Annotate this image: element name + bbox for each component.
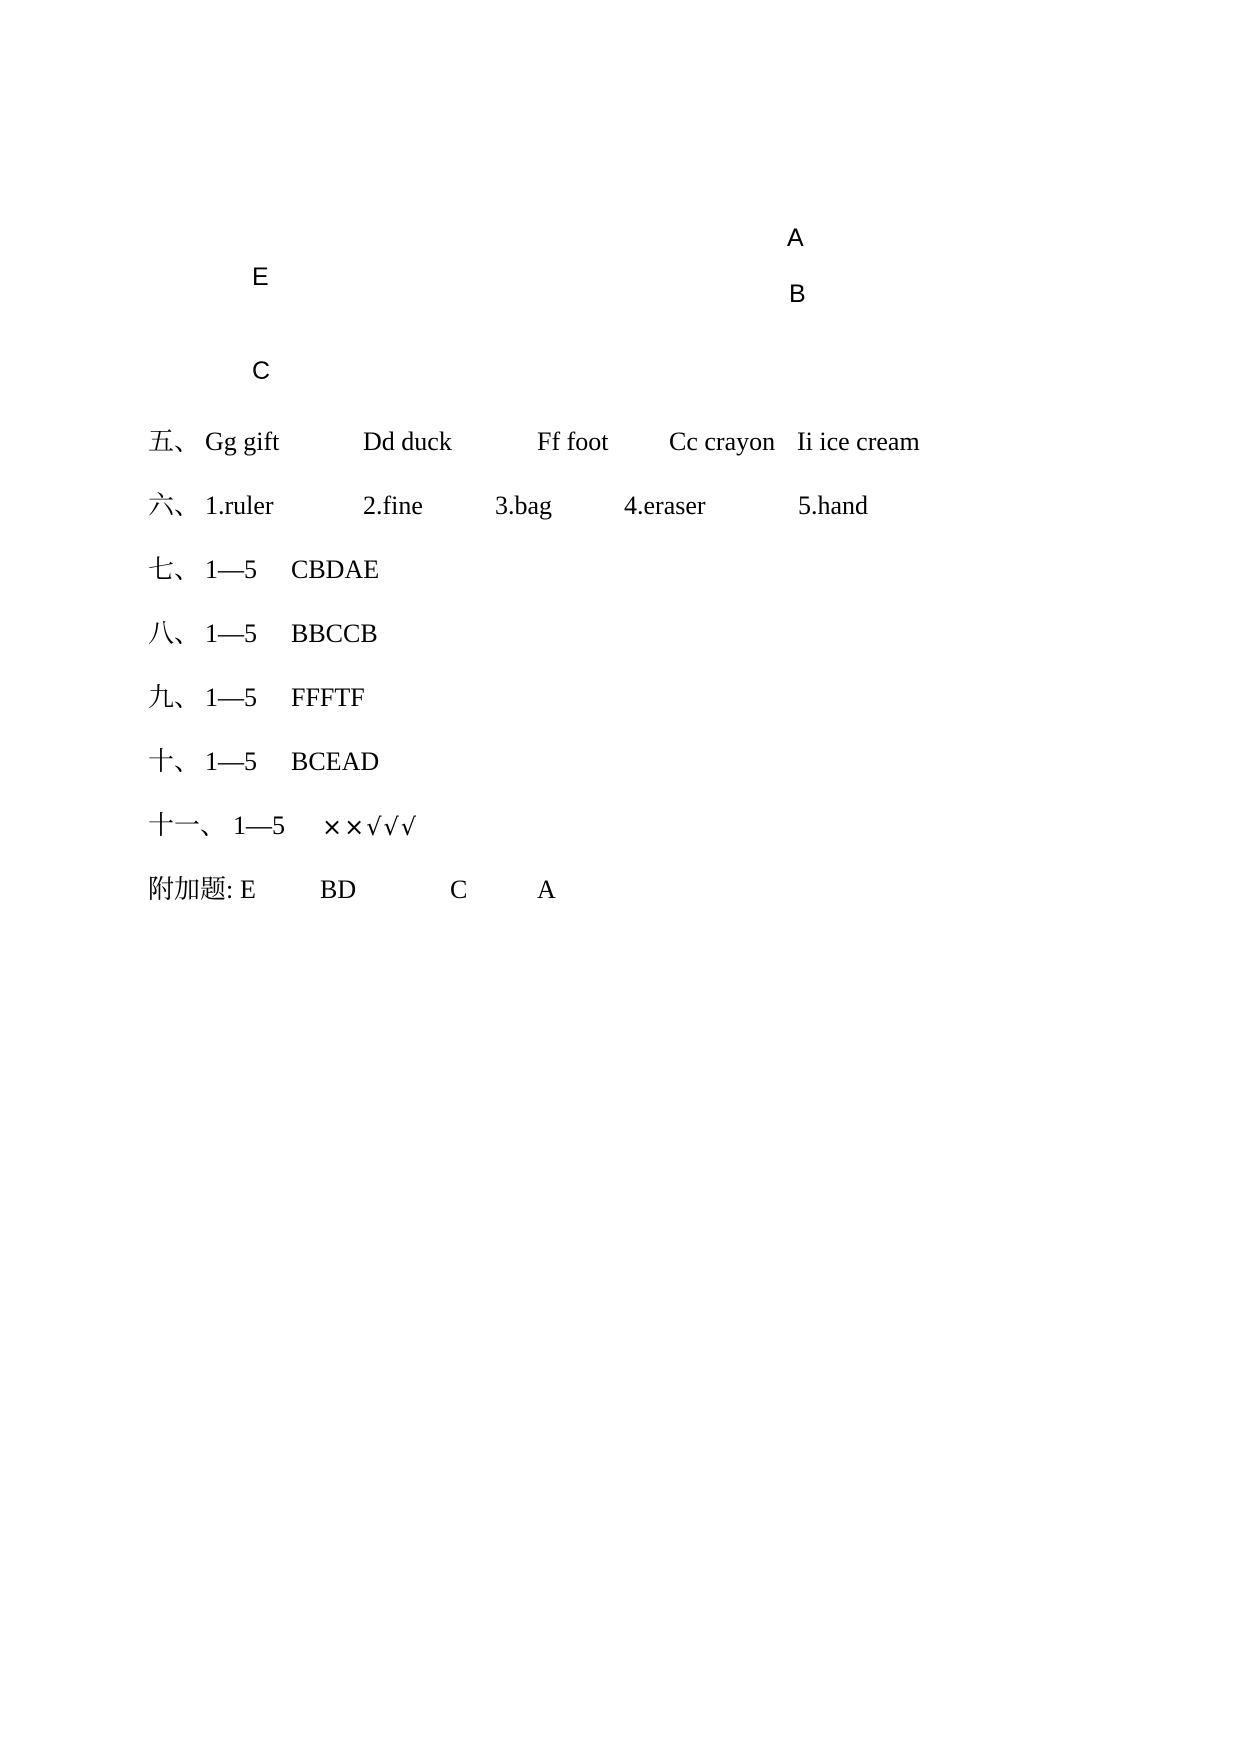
row-prefix: 八、 xyxy=(148,619,201,648)
row-range: 1—5 xyxy=(205,683,257,712)
row-prefix: 五、 xyxy=(148,427,201,456)
answer-item: Dd duck xyxy=(363,427,452,456)
label-e: E xyxy=(252,263,269,291)
row-range: 1—5 xyxy=(233,811,285,840)
row-value: FFFTF xyxy=(291,683,365,712)
answer-item: Cc crayon xyxy=(669,427,776,456)
answer-item: BD xyxy=(320,875,357,904)
row-prefix: 七、 xyxy=(148,555,201,584)
row-value-marks: ××√√√ xyxy=(322,813,419,841)
row-range: 1—5 xyxy=(205,555,257,584)
answer-item: 4.eraser xyxy=(624,491,706,520)
answer-item: 2.fine xyxy=(363,491,423,520)
row-prefix: 附加题: xyxy=(148,875,234,904)
answer-item: Ii ice cream xyxy=(797,427,920,456)
answer-item: 5.hand xyxy=(798,491,869,520)
row-value: BBCCB xyxy=(291,619,378,648)
row-prefix: 十一、 xyxy=(148,811,227,840)
answer-item: Gg gift xyxy=(205,427,280,456)
label-b: B xyxy=(789,280,806,308)
answer-item: A xyxy=(537,875,556,904)
row-value: CBDAE xyxy=(291,555,380,584)
row-prefix: 九、 xyxy=(148,683,201,712)
answer-item: 1.ruler xyxy=(205,491,274,520)
row-range: 1—5 xyxy=(205,747,257,776)
row-range: 1—5 xyxy=(205,619,257,648)
answer-item: 3.bag xyxy=(495,491,553,520)
answer-item: E xyxy=(240,875,256,904)
answer-item: Ff foot xyxy=(537,427,609,456)
row-value: BCEAD xyxy=(291,747,380,776)
answer-item: C xyxy=(450,875,468,904)
label-c: C xyxy=(252,357,271,385)
label-a: A xyxy=(787,224,804,252)
row-prefix: 十、 xyxy=(148,747,201,776)
row-prefix: 六、 xyxy=(148,491,201,520)
